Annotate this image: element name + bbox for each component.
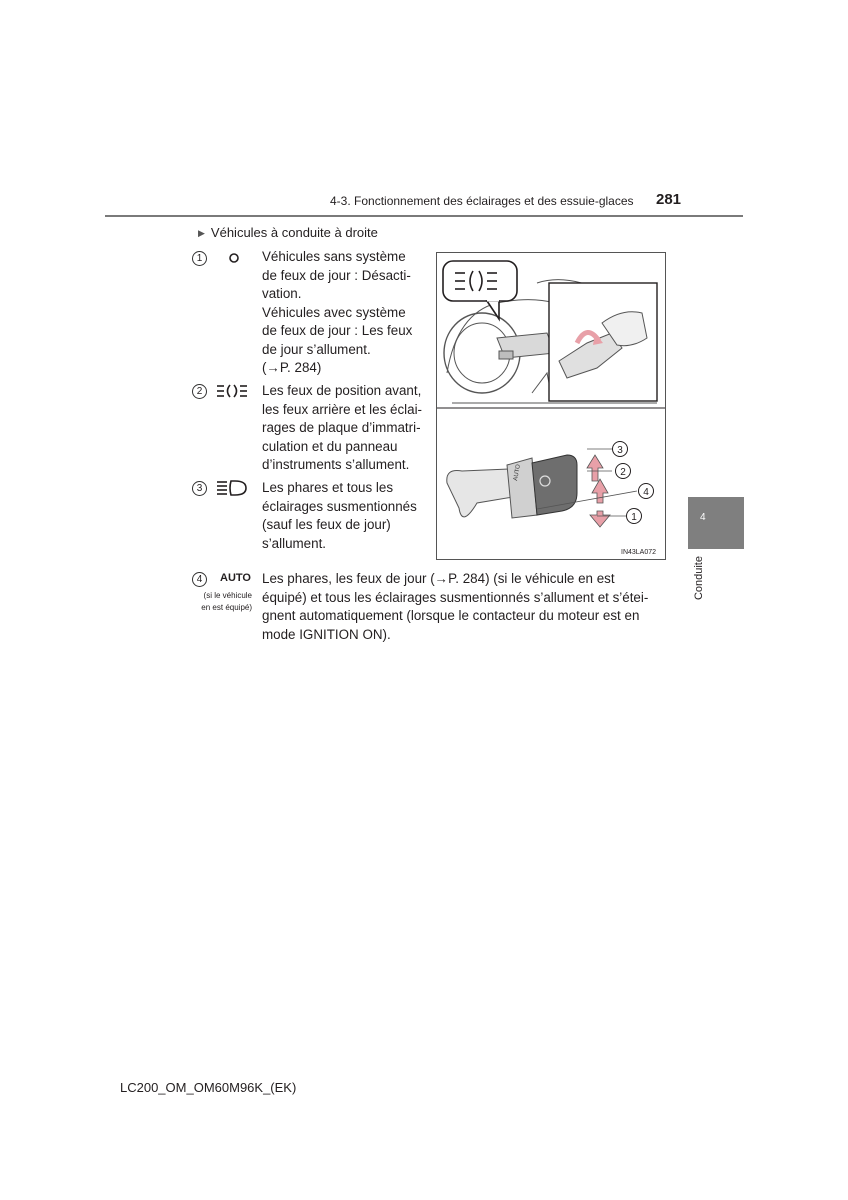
item-1-text: Véhicules sans système de feux de jour : Désacti- vation. Véhicules avec système de feux de jour : Les feux de jour s’allument. (→P. 284) <box>262 249 413 375</box>
callout-2: 2 <box>620 467 626 478</box>
callout-1: 1 <box>631 512 637 523</box>
item-3-text: Les phares et tous les éclairages susmentionnés (sauf les feux de jour) s’allument. <box>262 480 417 551</box>
header-rule <box>105 215 743 217</box>
auto-note: (si le véhicule en est équipé) <box>201 591 252 612</box>
footer-code: LC200_OM_OM60M96K_(EK) <box>120 1080 297 1095</box>
subheading <box>198 225 378 240</box>
chapter-tab-label: Conduite <box>693 556 705 601</box>
figure-svg <box>437 253 665 559</box>
headlight-icon <box>216 479 248 497</box>
auto-label: AUTO <box>220 572 251 584</box>
callout-4: 4 <box>643 487 649 498</box>
switch-auto-text: AUTO <box>513 463 522 482</box>
item-4-text: Les phares, les feux de jour (→P. 284) (si le véhicule en est équipé) et tous les éclairages susmentionnés s’allument et s’étei- gnent automatiquement (lorsque le contacteur du moteur est en mode IGNITION ON). <box>262 571 649 642</box>
parking-lights-icon <box>216 383 248 399</box>
inset-zoom <box>549 283 657 401</box>
chapter-tab-number: 4 <box>700 512 706 523</box>
item-number-2: 2 <box>192 384 207 399</box>
subheading-text: Véhicules à conduite à droite <box>210 225 378 240</box>
item-number-3: 3 <box>192 481 207 496</box>
off-circle-icon <box>228 251 240 263</box>
callout-3: 3 <box>617 445 623 456</box>
figure-callouts <box>613 442 654 524</box>
header-section-title: 4-3. Fonctionnement des éclairages et des essuie-glaces <box>330 194 634 208</box>
figure-code: IN43LA072 <box>621 549 657 556</box>
item-number-1: 1 <box>192 251 207 266</box>
item-2-text: Les feux de position avant, les feux arrière et les éclai- rages de plaque d’immatri- culation et du panneau d’instruments s’allument. <box>262 383 423 472</box>
page-number: 281 <box>656 191 682 208</box>
triangle-bullet-icon: ▶ <box>198 228 205 238</box>
chapter-tab <box>688 497 744 549</box>
switch-stalk-drawing <box>447 449 637 527</box>
item-number-4: 4 <box>192 572 207 587</box>
figure-illustration <box>436 252 666 560</box>
